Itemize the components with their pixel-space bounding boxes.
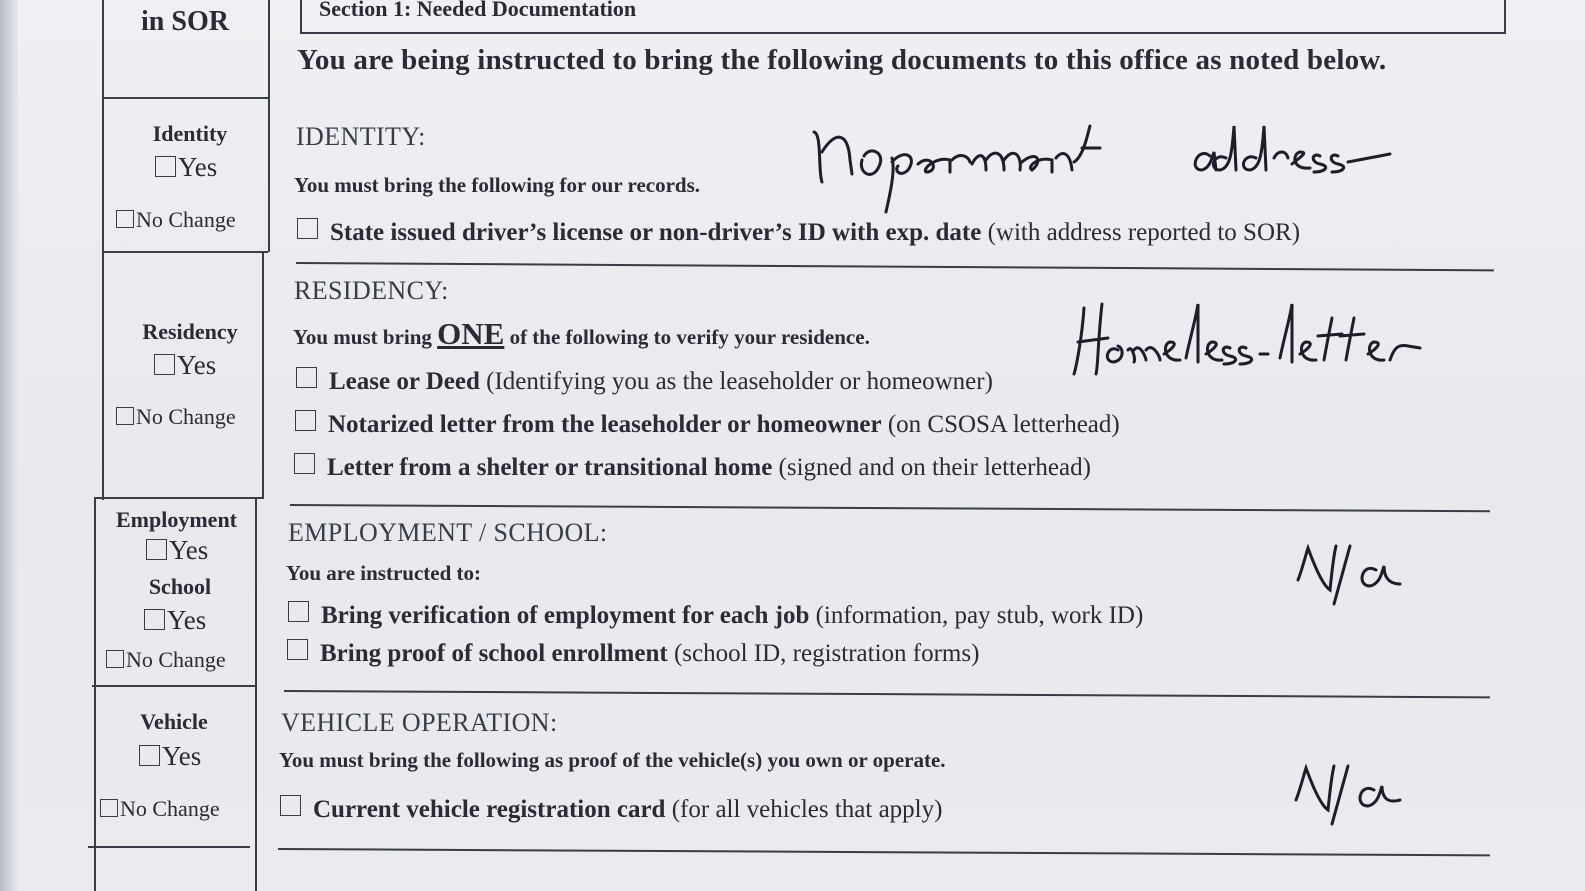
residency-yes-checkbox[interactable]: Yes bbox=[154, 350, 216, 381]
section-intro: You are being instructed to bring the following documents to this office as noted below. bbox=[297, 44, 1387, 76]
checkbox[interactable] bbox=[297, 218, 318, 239]
vehicle-handwritten-note bbox=[1290, 760, 1410, 834]
residency-item-shelter-letter[interactable]: Letter from a shelter or transitional home (signed and on their letterhead) bbox=[294, 453, 1091, 482]
residency-item-notarized-letter[interactable]: Notarized letter from the leaseholder or homeowner (on CSOSA letterhead) bbox=[295, 410, 1120, 439]
left-col-border-right-lower bbox=[255, 498, 257, 891]
residency-label: Residency bbox=[142, 319, 238, 344]
left-col-border-left-lower bbox=[94, 498, 96, 891]
residency-handwritten-note bbox=[1068, 298, 1438, 392]
vehicle-yes-checkbox[interactable]: Yes bbox=[139, 741, 201, 772]
checkbox[interactable] bbox=[296, 367, 317, 388]
employment-item-verification[interactable]: Bring verification of employment for each job (information, pay stub, work ID) bbox=[288, 601, 1143, 630]
vehicle-instruction: You must bring the following as proof of the vehicle(s) you own or operate. bbox=[279, 748, 946, 772]
identity-label: Identity bbox=[152, 121, 228, 146]
checkbox[interactable] bbox=[294, 453, 315, 474]
identity-rule bbox=[296, 262, 1494, 271]
identity-no-change-checkbox[interactable]: No Change bbox=[116, 207, 236, 233]
left-col-border-right-mid bbox=[262, 252, 264, 498]
residency-heading: RESIDENCY: bbox=[294, 276, 449, 305]
identity-heading: IDENTITY: bbox=[296, 122, 426, 151]
employment-heading: EMPLOYMENT / SCHOOL: bbox=[288, 518, 608, 547]
emphasis-one: ONE bbox=[437, 316, 505, 351]
residency-instruction: You must bring ONE of the following to verify your residence. bbox=[293, 316, 870, 351]
vehicle-item-registration[interactable]: Current vehicle registration card (for all vehicles that apply) bbox=[280, 795, 942, 824]
identity-yes-checkbox[interactable]: Yes bbox=[155, 152, 217, 183]
employment-rule bbox=[284, 690, 1490, 698]
identity-instruction: You must bring the following for our records. bbox=[294, 173, 701, 197]
school-label: School bbox=[148, 574, 212, 599]
section-title: Section 1: Needed Documentation bbox=[319, 0, 637, 21]
identity-item-drivers-license[interactable]: State issued driver’s license or non-driver’s ID with exp. date (with address reported to SOR) bbox=[297, 218, 1300, 247]
residency-rule bbox=[290, 504, 1490, 512]
school-yes-checkbox[interactable]: Yes bbox=[144, 605, 206, 636]
employment-yes-checkbox[interactable]: Yes bbox=[146, 535, 208, 566]
checkbox[interactable] bbox=[295, 410, 316, 431]
residency-item-lease-deed[interactable]: Lease or Deed (Identifying you as the leaseholder or homeowner) bbox=[296, 367, 993, 396]
checkbox[interactable] bbox=[280, 795, 301, 816]
page-edge-shadow bbox=[0, 0, 18, 891]
identity-handwritten-note bbox=[800, 112, 1400, 226]
school-no-change-checkbox[interactable]: No Change bbox=[106, 647, 226, 673]
left-col-border-left bbox=[102, 0, 104, 500]
vehicle-no-change-checkbox[interactable]: No Change bbox=[100, 796, 220, 822]
employment-handwritten-note bbox=[1290, 540, 1410, 614]
vehicle-heading: VEHICLE OPERATION: bbox=[281, 708, 558, 737]
employment-item-school-enrollment[interactable]: Bring proof of school enrollment (school ID, registration forms) bbox=[287, 639, 979, 668]
left-col-header: in SOR bbox=[141, 6, 229, 37]
checkbox[interactable] bbox=[288, 601, 309, 622]
employment-label: Employment bbox=[116, 507, 237, 532]
left-col-divider bbox=[94, 497, 264, 499]
employment-instruction: You are instructed to: bbox=[286, 561, 482, 585]
left-col-divider bbox=[92, 685, 257, 687]
vehicle-rule bbox=[278, 848, 1490, 856]
left-col-border-right bbox=[268, 0, 270, 252]
left-col-divider bbox=[88, 846, 250, 848]
checkbox[interactable] bbox=[287, 639, 308, 660]
vehicle-label: Vehicle bbox=[140, 709, 208, 734]
residency-no-change-checkbox[interactable]: No Change bbox=[116, 404, 236, 430]
left-col-divider bbox=[102, 97, 270, 99]
left-col-divider bbox=[102, 251, 268, 253]
